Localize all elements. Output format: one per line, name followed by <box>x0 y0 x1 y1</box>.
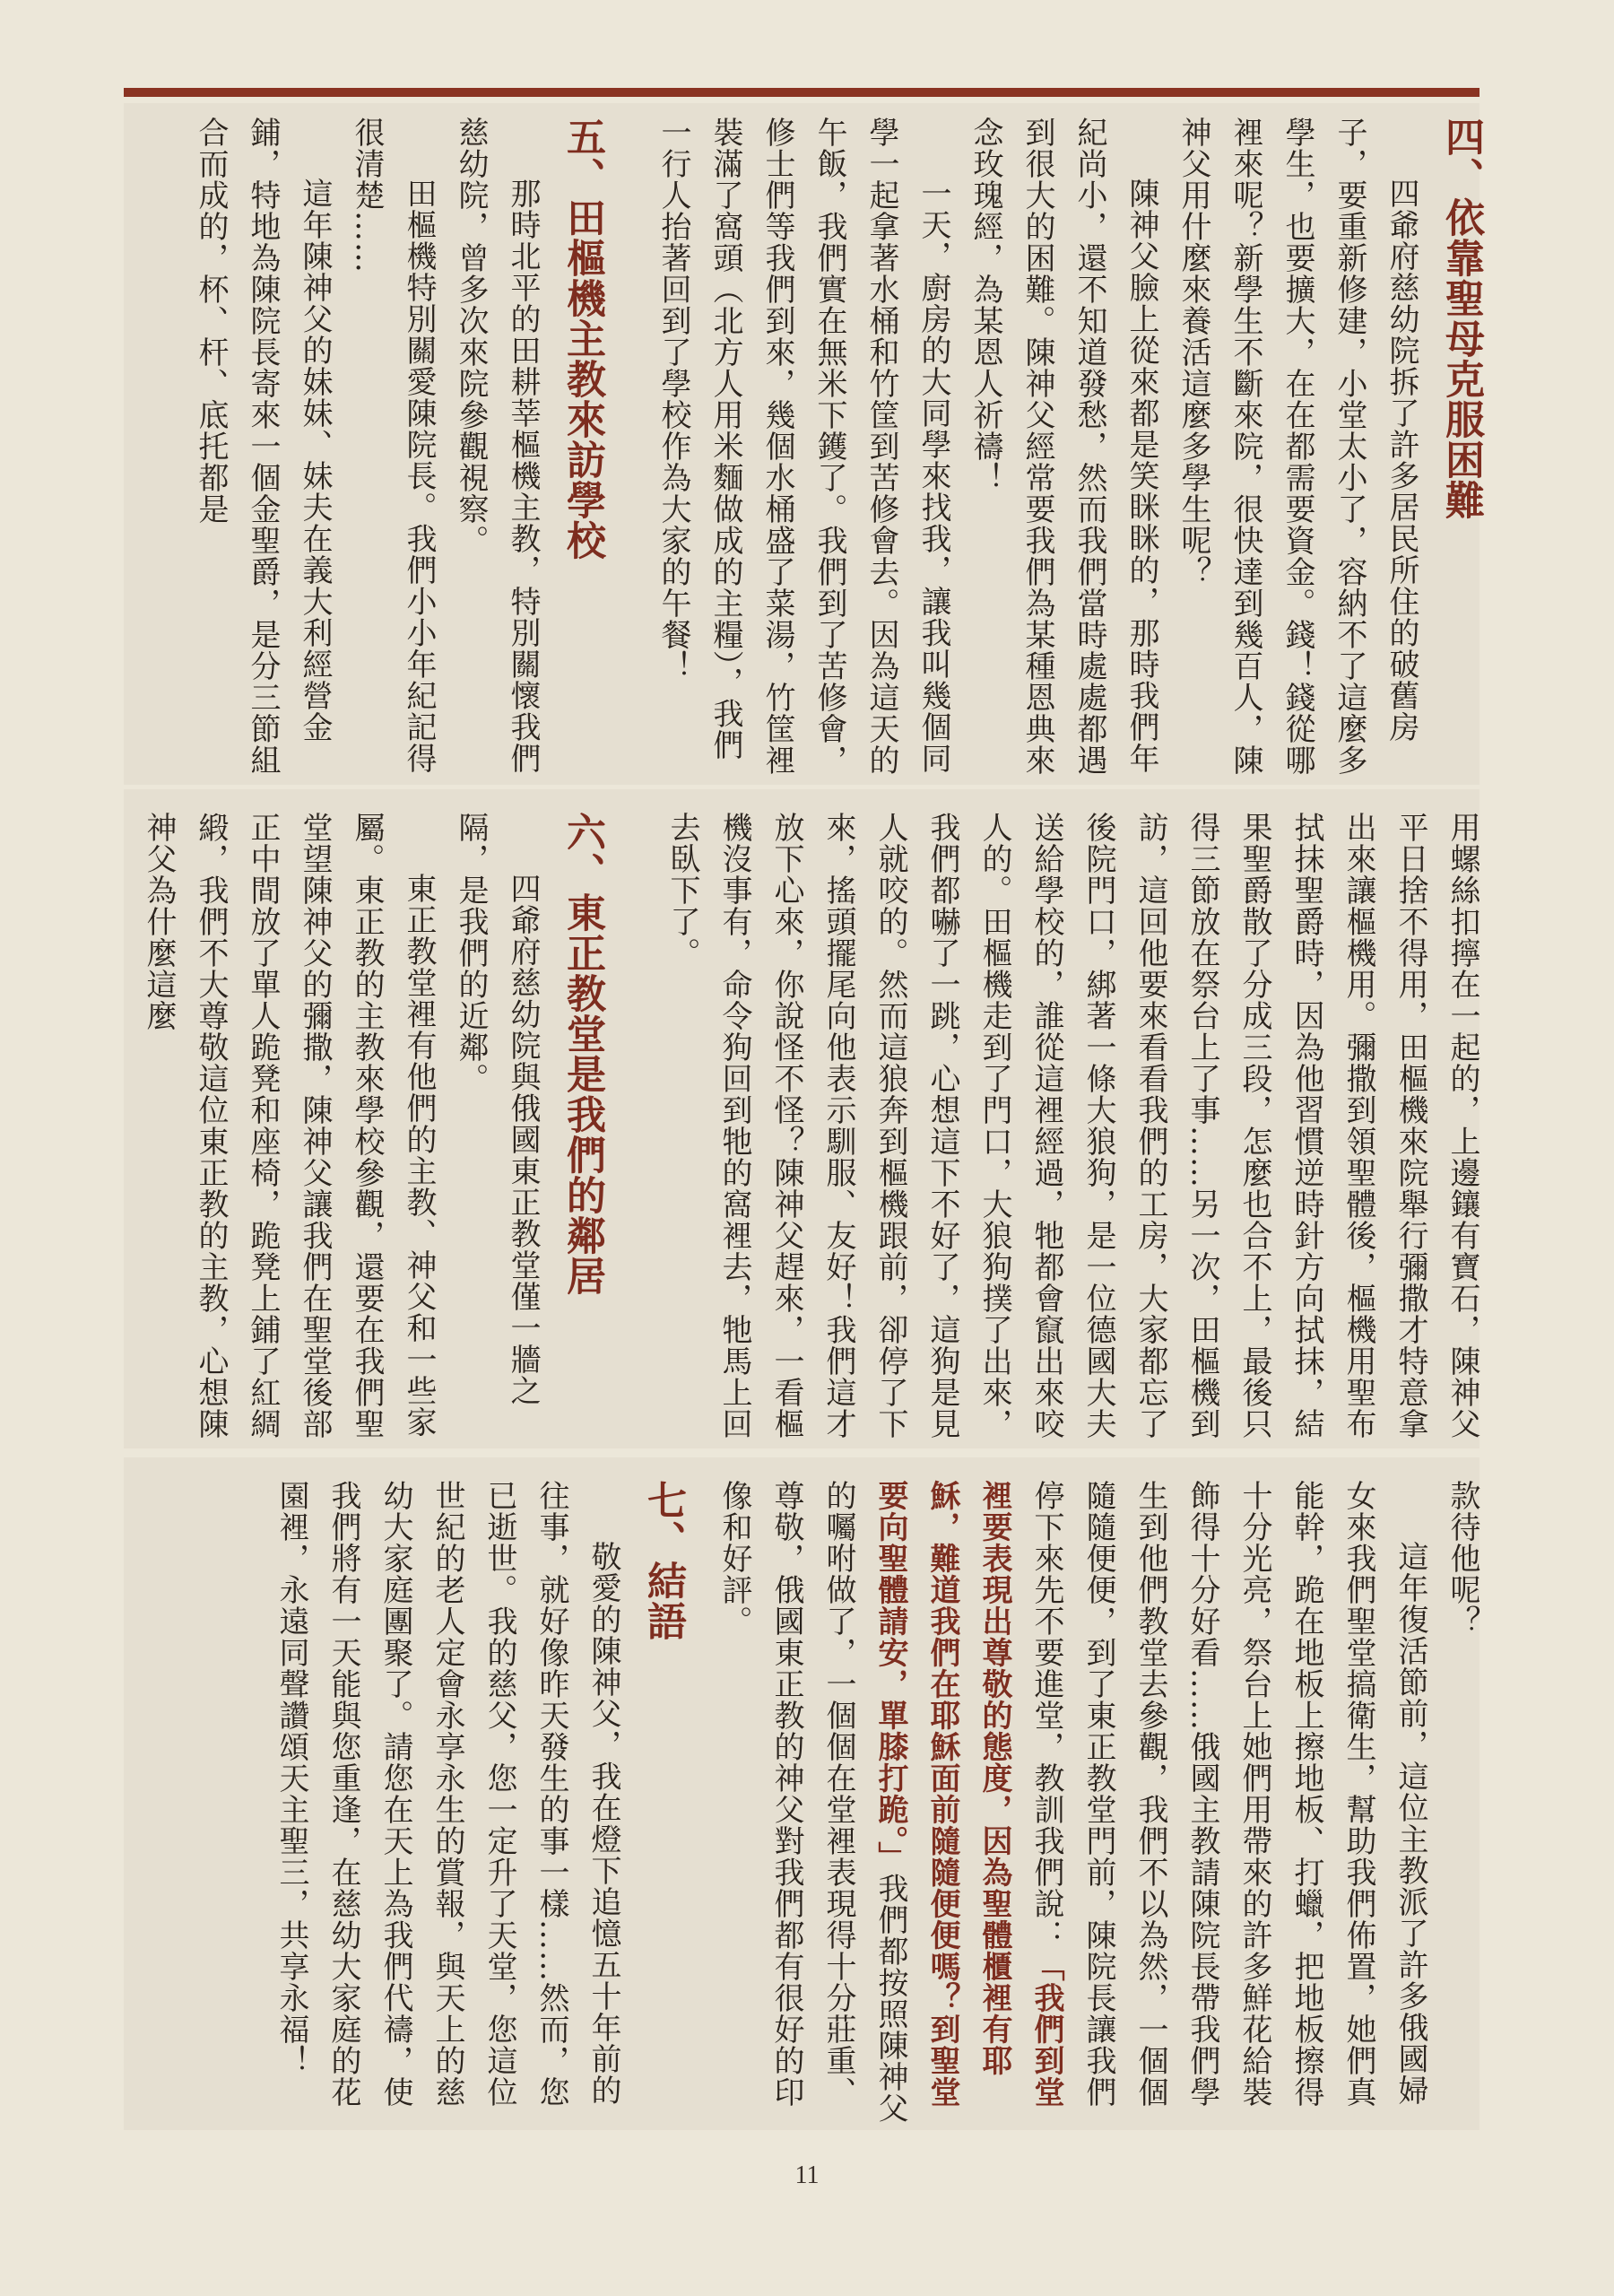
section-5-heading: 五、田樞機主教來訪學校 <box>560 117 605 561</box>
orthodox-visit-text: 這年復活節前，這位主教派了許多俄國婦女來我們聖堂搞衛生，幫助我們佈置，她們真能幹，跪在地板上擦地板、打蠟，把地板擦得十分光亮，祭台上她們用帶來的許多鮮花給裝飾得十分好看……俄國主教請陳院長帶我們學生到他們教堂去參觀，我們不以為然，一個個隨隨便便，到了東正教堂門前，陳院長讓我們停下來先不要進堂，教訓我們說： <box>1028 1480 1428 2108</box>
section-4-heading: 四、依靠聖母克服困難 <box>1438 117 1484 520</box>
page-number: 11 <box>794 2161 820 2189</box>
orthodox-visit-block <box>699 1480 1488 2126</box>
section-7-heading: 七、結語 <box>640 1480 686 1641</box>
continuation-paragraph: 用螺絲扣擰在一起的，上邊鑲有寶石，陳神父平日捨不得用，田樞機來院舉行彌撒才特意拿出來讓樞機用。彌撒到領聖體後，樞機用聖布拭抹聖爵時，因為他習慣逆時針方向拭抹，結果聖爵散了分成三段，怎麼也合不上，最後只得三節放在祭台上了事……另一次，田樞機到訪，這回他要來看看我們的工房，大家都忘了後院門口，綁著一條大狼狗，是一位德國大夫送給學校的，誰從這裡經過，牠都會竄出來咬人的。田樞機走到了門口，大狼狗撲了出來，我們都嚇了一跳，心想這下不好了，這狗是見人就咬的。然而這狼奔到樞機跟前，卻停了下來，搖頭擺尾向他表示馴服、友好！我們這才放下心來，你說怪不怪？陳神父趕來，一看樞機沒事有，命令狗回到牠的窩裡去，牠馬上回去臥下了。 <box>664 812 1480 1439</box>
section-4-paragraph-2: 陳神父臉上從來都是笑眯眯的，那時我們年紀尚小，還不知道發愁，然而我們當時處處都遇到很大的困難。陳神父經常要我們為某種恩典來念玫瑰經，為某恩人祈禱！ <box>968 117 1159 776</box>
continuation-block <box>619 812 1488 1439</box>
orthodox-visit-paragraph-2 <box>708 1480 1436 2126</box>
section-5-paragraph-2: 田樞機特別關愛陳院長。我們小小年紀記得很清楚…… <box>349 117 437 774</box>
section-6-paragraph-2: 東正教堂裡有他們的主教、神父和一些家屬。東正教的主教來學校參觀，還要在我們聖堂望陳神父的彌撒，陳神父讓我們在聖堂後部正中間放了單人跪凳和座椅，跪凳上鋪了紅綢緞，我們不大尊敬這位東正教的主教，心想陳神父為什麼這麼 <box>141 812 437 1439</box>
section-4-block <box>619 117 1488 785</box>
section-4-paragraph-3: 一天，廚房的大同學來找我，讓我叫幾個同學一起拿著水桶和竹筐到苦修會去。因為這天的午飯，我們實在無米下鑊了。我們到了苦修會，修士們等我們到來，幾個水桶盛了菜湯，竹筐裡裝滿了窩頭（北方人用米麵做成的主糧），我們一行人抬著回到了學校作為大家的午餐！ <box>655 117 951 776</box>
quote-emphasis: 「我們到堂裡要表現出尊敬的態度，因為聖體櫃裡有耶穌，難道我們在耶穌面前隨隨便便嗎？到聖堂要向聖體請安，單膝打跪。」 <box>872 1480 1064 2108</box>
section-5-block <box>126 117 610 785</box>
section-6-paragraph-1: 四爺府慈幼院與俄國東正教堂僅一牆之隔，是我們的近鄰。 <box>453 812 541 1406</box>
section-6-block <box>126 812 610 1439</box>
section-6-heading: 六、東正教堂是我們的鄰居 <box>560 812 605 1296</box>
section-5-paragraph-1: 那時北平的田耕莘樞機主教，特別關懷我們慈幼院，曾多次來院參觀視察。 <box>453 117 541 774</box>
orthodox-visit-text-tail: 我們都按照陳神父的囑咐做了，一個個在堂裡表現得十分莊重、尊敬，俄國東正教的神父對我們都有很好的印像和好評。 <box>716 1480 908 2124</box>
section-7-paragraph-1: 敬愛的陳神父，我在燈下追憶五十年前的往事，就好像昨天發生的事一樣……然而，您已逝世。我的慈父，您一定升了天堂，您這位世紀的老人定會永享永生的賞報，與天上的慈幼大家庭團聚了。請您在天上為我們代禱，使我們將有一天能與您重逢，在慈幼大家庭的花園裡，永遠同聲讚頌天主聖三，共享永福！ <box>273 1480 621 2108</box>
section-5-paragraph-3: 這年陳神父的妹妹、妹夫在義大利經營金鋪，特地為陳院長寄來一個金聖爵，是分三節組合而成的，杯、杆、底托都是 <box>193 117 333 776</box>
section-4-paragraph-1: 四爺府慈幼院拆了許多居民所住的破舊房子，要重新修建，小堂太小了，容納不了這麼多學生，也要擴大，在在都需要資金。錢！錢從哪裡來呢？新學生不斷來院，很快達到幾百人，陳神父用什麼來養活這麼多學生呢？ <box>1176 117 1419 776</box>
orthodox-visit-paragraph-1: 款待他呢？ <box>1445 1480 1480 1637</box>
top-divider-rule <box>124 88 1480 97</box>
section-7-block <box>197 1480 690 2126</box>
